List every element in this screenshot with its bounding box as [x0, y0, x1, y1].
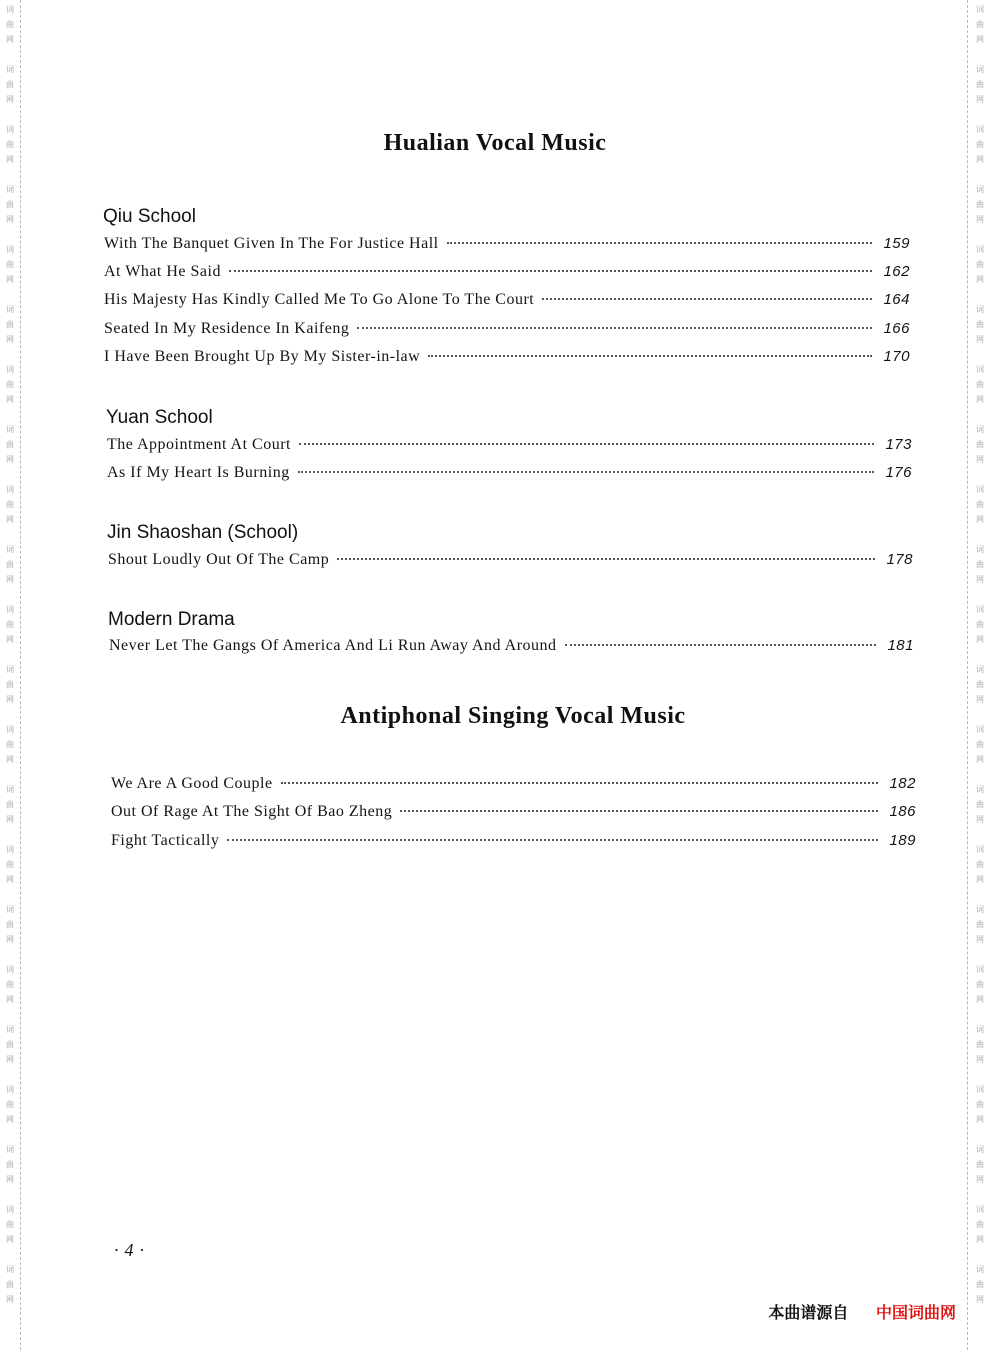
toc-entry-page: 186: [889, 803, 916, 820]
dot-leader: [299, 443, 874, 445]
group-heading-qiu-school: Qiu School: [103, 206, 196, 227]
watermark-glyph: 词: [6, 965, 14, 974]
watermark-glyph: 曲: [6, 920, 14, 929]
watermark-glyph: 曲: [6, 1280, 14, 1289]
watermark-glyph: 词: [6, 1145, 14, 1154]
toc-entry[interactable]: [104, 291, 910, 313]
watermark-glyph: 曲: [6, 200, 14, 209]
watermark-glyph: 网: [6, 335, 14, 344]
watermark-glyph: 网: [6, 1175, 14, 1184]
watermark-glyph: 曲: [976, 1040, 984, 1049]
toc-entry[interactable]: [104, 235, 910, 257]
watermark-glyph: 网: [976, 1295, 984, 1304]
watermark-glyph: 网: [976, 35, 984, 44]
toc-entry-title: Never Let The Gangs Of America And Li Run Away And Around: [109, 637, 557, 654]
toc-entry-title: The Appointment At Court: [107, 436, 291, 453]
watermark-glyph: 曲: [6, 20, 14, 29]
toc-entry-page: 166: [883, 320, 910, 337]
watermark-glyph: 词: [6, 185, 14, 194]
watermark-glyph: 网: [976, 1115, 984, 1124]
watermark-glyph: 曲: [976, 140, 984, 149]
toc-entry-page: 181: [887, 637, 914, 654]
watermark-glyph: 曲: [976, 680, 984, 689]
watermark-glyph: 词: [976, 65, 984, 74]
watermark-glyph: 词: [976, 605, 984, 614]
toc-entry-page: 176: [885, 464, 912, 481]
dot-leader: [229, 270, 872, 272]
watermark-glyph: 网: [6, 575, 14, 584]
watermark-glyph: 网: [976, 155, 984, 164]
watermark-glyph: 词: [6, 905, 14, 914]
toc-entry-page: 189: [889, 832, 916, 849]
toc-entry-page: 182: [889, 775, 916, 792]
watermark-glyph: 词: [976, 545, 984, 554]
watermark-glyph: 曲: [6, 560, 14, 569]
watermark-glyph: 词: [976, 725, 984, 734]
watermark-glyph: 网: [6, 1055, 14, 1064]
watermark-glyph: 曲: [976, 1220, 984, 1229]
watermark-glyph: 网: [976, 95, 984, 104]
toc-entry-title: We Are A Good Couple: [111, 775, 273, 792]
watermark-glyph: 词: [976, 185, 984, 194]
watermark-glyph: 词: [976, 905, 984, 914]
watermark-glyph: 曲: [976, 200, 984, 209]
toc-entry-page: 173: [885, 436, 912, 453]
toc-entry-title: Shout Loudly Out Of The Camp: [108, 551, 330, 568]
watermark-glyph: 词: [6, 785, 14, 794]
watermark-glyph: 曲: [976, 920, 984, 929]
watermark-glyph: 词: [976, 5, 984, 14]
toc-entry-title: Seated In My Residence In Kaifeng: [104, 320, 350, 337]
watermark-glyph: 曲: [6, 740, 14, 749]
watermark-glyph: 词: [6, 1265, 14, 1274]
watermark-glyph: 网: [6, 1235, 14, 1244]
toc-entry[interactable]: [111, 803, 916, 825]
watermark-glyph: 词: [6, 425, 14, 434]
watermark-glyph: 曲: [976, 560, 984, 569]
watermark-glyph: 词: [6, 1085, 14, 1094]
watermark-glyph: 曲: [976, 500, 984, 509]
watermark-glyph: 词: [976, 365, 984, 374]
watermark-glyph: 曲: [976, 320, 984, 329]
watermark-glyph: 网: [976, 875, 984, 884]
toc-entry-page: 162: [883, 263, 910, 280]
watermark-glyph: 曲: [6, 1100, 14, 1109]
toc-entry[interactable]: [104, 348, 910, 370]
watermark-glyph: 网: [6, 635, 14, 644]
watermark-glyph: 词: [976, 665, 984, 674]
watermark-glyph: 网: [976, 635, 984, 644]
watermark-glyph: 词: [976, 1025, 984, 1034]
watermark-glyph: 词: [6, 5, 14, 14]
watermark-glyph: 网: [6, 1115, 14, 1124]
watermark-glyph: 网: [6, 275, 14, 284]
watermark-glyph: 网: [976, 1175, 984, 1184]
watermark-glyph: 网: [976, 335, 984, 344]
source-note: [768, 1300, 956, 1323]
toc-entry-title: With The Banquet Given In The For Justice Hall: [104, 235, 439, 252]
watermark-glyph: 曲: [6, 800, 14, 809]
watermark-glyph: 网: [6, 815, 14, 824]
dot-leader: [428, 355, 872, 357]
watermark-glyph: 网: [976, 695, 984, 704]
watermark-glyph: 词: [976, 1145, 984, 1154]
watermark-glyph: 曲: [6, 980, 14, 989]
section-heading-antiphonal: Antiphonal Singing Vocal Music: [340, 703, 686, 729]
watermark-glyph: 曲: [6, 140, 14, 149]
watermark-glyph: 曲: [6, 80, 14, 89]
source-site-link[interactable]: 中国词曲网: [875, 1303, 956, 1322]
toc-entry[interactable]: [104, 263, 910, 285]
dot-leader: [227, 839, 878, 841]
watermark-glyph: 词: [976, 845, 984, 854]
watermark-glyph: 网: [6, 1295, 14, 1304]
watermark-glyph: 网: [6, 395, 14, 404]
toc-entry-page: 178: [886, 551, 913, 568]
toc-entry-title: Fight Tactically: [111, 832, 220, 849]
watermark-glyph: 词: [6, 485, 14, 494]
watermark-glyph: 网: [976, 1055, 984, 1064]
watermark-glyph: 词: [976, 245, 984, 254]
watermark-glyph: 词: [6, 545, 14, 554]
watermark-glyph: 网: [976, 815, 984, 824]
watermark-glyph: 网: [976, 575, 984, 584]
watermark-glyph: 词: [976, 785, 984, 794]
toc-entry-title: His Majesty Has Kindly Called Me To Go Alone To The Court: [104, 291, 535, 308]
toc-entry[interactable]: [107, 436, 912, 458]
watermark-glyph: 曲: [976, 620, 984, 629]
watermark-glyph: 词: [6, 125, 14, 134]
watermark-glyph: 网: [6, 995, 14, 1004]
watermark-glyph: 曲: [6, 380, 14, 389]
watermark-glyph: 网: [6, 875, 14, 884]
watermark-glyph: 曲: [6, 500, 14, 509]
watermark-glyph: 网: [6, 455, 14, 464]
watermark-glyph: 词: [6, 1025, 14, 1034]
watermark-glyph: 词: [976, 1265, 984, 1274]
toc-entry-title: As If My Heart Is Burning: [107, 464, 290, 481]
watermark-glyph: 网: [6, 755, 14, 764]
dot-leader: [565, 644, 876, 646]
watermark-glyph: 网: [976, 395, 984, 404]
watermark-glyph: 曲: [976, 20, 984, 29]
watermark-glyph: 曲: [976, 80, 984, 89]
watermark-glyph: 曲: [6, 440, 14, 449]
group-heading-modern-drama: Modern Drama: [108, 609, 235, 630]
watermark-glyph: 网: [976, 935, 984, 944]
toc-entry-title: At What He Said: [104, 263, 221, 280]
watermark-glyph: 词: [6, 65, 14, 74]
watermark-glyph: 词: [976, 1205, 984, 1214]
watermark-glyph: 曲: [976, 1280, 984, 1289]
watermark-glyph: 曲: [976, 1100, 984, 1109]
watermark-glyph: 曲: [6, 860, 14, 869]
toc-entry[interactable]: [107, 464, 912, 486]
toc-entry[interactable]: [109, 637, 914, 659]
group-heading-yuan-school: Yuan School: [106, 407, 213, 428]
toc-entry-page: 159: [883, 235, 910, 252]
watermark-glyph: 曲: [976, 980, 984, 989]
watermark-glyph: 曲: [976, 740, 984, 749]
watermark-glyph: 词: [6, 605, 14, 614]
dot-leader: [400, 810, 878, 812]
watermark-glyph: 曲: [6, 1040, 14, 1049]
watermark-glyph: 网: [976, 215, 984, 224]
dot-leader: [447, 242, 872, 244]
watermark-glyph: 词: [6, 845, 14, 854]
watermark-glyph: 网: [6, 695, 14, 704]
watermark-glyph: 曲: [6, 320, 14, 329]
watermark-glyph: 词: [976, 485, 984, 494]
watermark-glyph: 曲: [6, 1220, 14, 1229]
group-heading-jin-shaoshan: Jin Shaoshan (School): [107, 522, 299, 543]
watermark-glyph: 曲: [6, 260, 14, 269]
toc-entry[interactable]: [111, 832, 916, 854]
watermark-glyph: 曲: [976, 860, 984, 869]
toc-entry[interactable]: [108, 551, 913, 573]
toc-entry-page: 170: [883, 348, 910, 365]
watermark-glyph: 词: [976, 425, 984, 434]
watermark-glyph: 词: [6, 665, 14, 674]
dot-leader: [281, 782, 878, 784]
toc-entry-title: I Have Been Brought Up By My Sister-in-law: [104, 348, 421, 365]
watermark-glyph: 词: [976, 305, 984, 314]
toc-entry-page: 164: [883, 291, 910, 308]
watermark-glyph: 网: [6, 35, 14, 44]
toc-entry[interactable]: [104, 320, 910, 342]
watermark-glyph: 词: [6, 245, 14, 254]
left-watermark-strip: [0, 0, 21, 1350]
watermark-glyph: 词: [6, 1205, 14, 1214]
page-number: ·4·: [114, 1240, 150, 1260]
watermark-glyph: 网: [976, 1235, 984, 1244]
right-watermark-strip: [967, 0, 990, 1350]
watermark-glyph: 曲: [976, 1160, 984, 1169]
watermark-glyph: 网: [976, 515, 984, 524]
watermark-glyph: 词: [976, 125, 984, 134]
watermark-glyph: 词: [976, 965, 984, 974]
watermark-glyph: 词: [6, 305, 14, 314]
watermark-glyph: 曲: [976, 440, 984, 449]
dot-leader: [357, 327, 872, 329]
watermark-glyph: 网: [976, 755, 984, 764]
watermark-glyph: 网: [976, 275, 984, 284]
toc-entry-title: Out Of Rage At The Sight Of Bao Zheng: [111, 803, 393, 820]
dot-leader: [542, 298, 872, 300]
dot-leader: [298, 471, 874, 473]
source-note-prefix: 本曲谱源自: [768, 1303, 849, 1322]
watermark-glyph: 词: [6, 725, 14, 734]
watermark-glyph: 网: [6, 515, 14, 524]
watermark-glyph: 网: [6, 95, 14, 104]
watermark-glyph: 网: [976, 995, 984, 1004]
toc-entry[interactable]: [111, 775, 916, 797]
watermark-glyph: 词: [6, 365, 14, 374]
watermark-glyph: 网: [6, 155, 14, 164]
dot-leader: [337, 558, 875, 560]
watermark-glyph: 词: [976, 1085, 984, 1094]
watermark-glyph: 曲: [976, 260, 984, 269]
watermark-glyph: 网: [6, 215, 14, 224]
watermark-glyph: 网: [976, 455, 984, 464]
watermark-glyph: 曲: [976, 800, 984, 809]
watermark-glyph: 曲: [976, 380, 984, 389]
watermark-glyph: 网: [6, 935, 14, 944]
watermark-glyph: 曲: [6, 680, 14, 689]
watermark-glyph: 曲: [6, 620, 14, 629]
watermark-glyph: 曲: [6, 1160, 14, 1169]
section-heading-hualian: Hualian Vocal Music: [383, 130, 607, 156]
